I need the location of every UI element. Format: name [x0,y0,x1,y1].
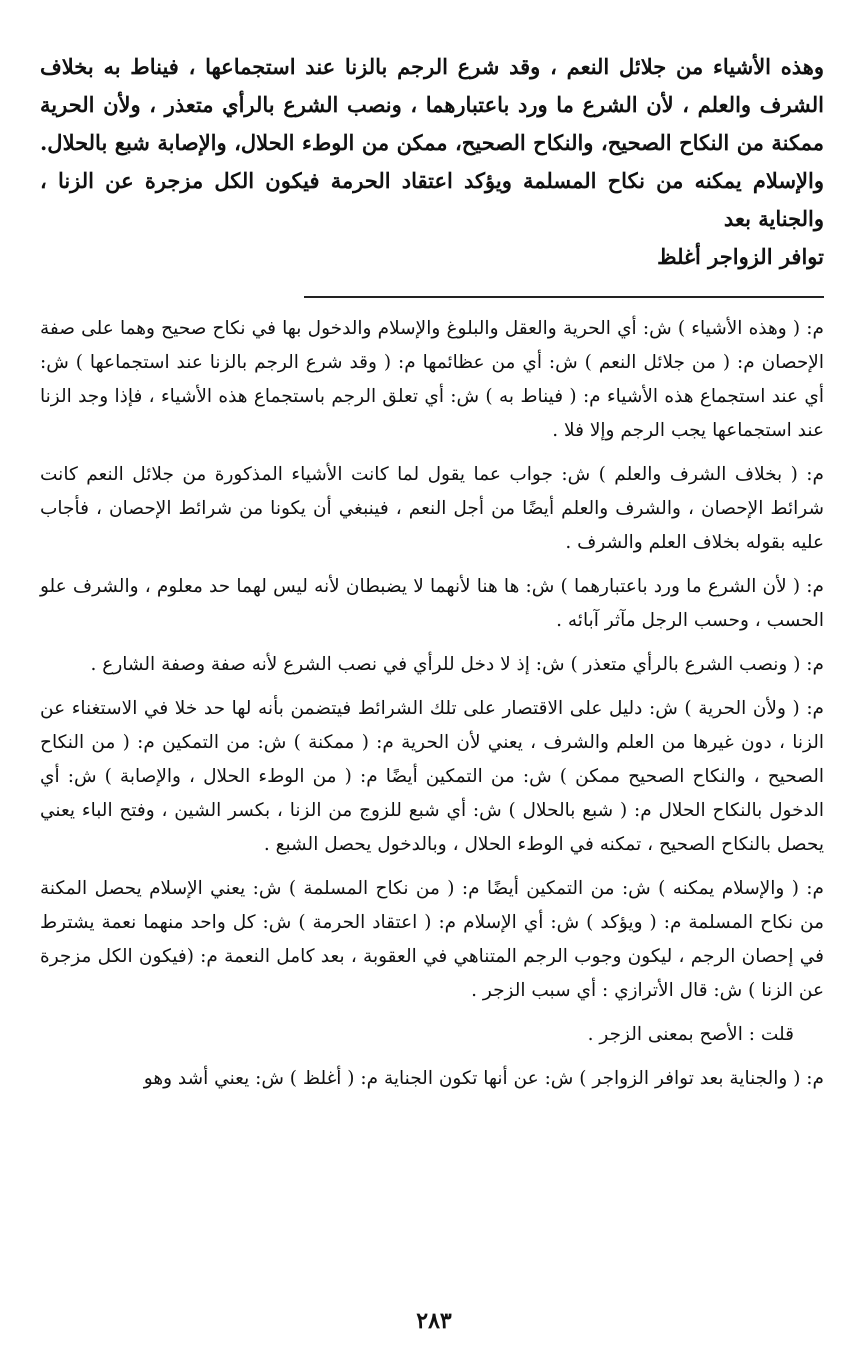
separator-rule [304,296,824,298]
commentary-paragraph-8: م: ( والجناية بعد توافر الزواجر ) ش: عن أنها تكون الجناية م: ( أغلظ ) ش: يعني أشد وهو [143,1068,824,1089]
matn-text [40,48,824,276]
commentary [40,312,824,1096]
commentary-paragraph-3: م: ( لأن الشرع ما ورد باعتبارهما ) ش: ها هنا لأنهما لا يضبطان لأنه ليس لهما حد معلوم ، والشرف علو الحسب ، وحسب الرجل مآثر آبائه . [40,576,824,631]
commentary-paragraph-6: م: ( والإسلام يمكنه ) ش: من التمكين أيضًا م: ( من نكاح المسلمة ) ش: يعني الإسلام يحصل المكنة من نكاح المسلمة م: ( ويؤكد ) ش: أي الإسلام م: ( اعتقاد الحرمة ) ش: كل واحد منهما نعمة يشترط في إحصان الرجم ، ليكون وجوب الرجم المتناهي في العقوبة ، بعد كامل النعمة م: (فيكون الكل مزجرة عن الزنا ) ش: قال الأترازي : أي سبب الزجر . [40,878,824,1001]
commentary-paragraph-5: م: ( ولأن الحرية ) ش: دليل على الاقتصار على تلك الشرائط فيتضمن بأنه لها حد خلا في الاستغناء عن الزنا ، دون غيرها من العلم والشرف ، يعني لأن الحرية م: ( ممكنة ) ش: من التمكين م: ( من النكاح الصحيح ، والنكاح الصحيح ممكن ) ش: من التمكين أيضًا م: ( من الوطء الحلال ، والإصابة ) ش: أي الدخول بالنكاح الحلال م: ( شبع بالحلال ) ش: أي شبع للزوج من الزنا ، بكسر الشين ، وفتح الباء يعني يحصل بالنكاح الصحيح ، تمكنه في الوطء الحلال ، وبالدخول يحصل الشبع . [40,698,824,855]
matn-paragraph: وهذه الأشياء من جلائل النعم ، وقد شرع الرجم بالزنا عند استجماعها ، فيناط به بخلاف الشرف والعلم ، لأن الشرع ما ورد باعتبارهما ، ونصب الشرع بالرأي متعذر ، ولأن الحرية ممكنة من النكاح الصحيح، والنكاح الصحيح، ممكن من الوطء الحلال، والإصابة شبع بالحلال. والإسلام يمكنه من نكاح المسلمة ويؤكد اعتقاد الحرمة فيكون الكل مزجرة عن الزنا ، والجناية بعد [40,54,824,231]
page-body [40,48,824,1106]
page-number: ٢٨٣ [416,1308,452,1334]
matn-last-line: توافر الزواجر أغلظ [657,244,824,269]
commentary-paragraph-4: م: ( ونصب الشرع بالرأي متعذر ) ش: إذ لا دخل للرأي في نصب الشرع لأنه صفة وصفة الشارع . [90,654,824,675]
commentary-paragraph-2: م: ( بخلاف الشرف والعلم ) ش: جواب عما يقول لما كانت الأشياء المذكورة من جلائل النعم كانت شرائط الإحصان ، والشرف والعلم أيضًا من أجل النعم ، فينبغي أن يكونا من شرائط الإحصان ، فأجاب عليه بقوله بخلاف العلم والشرف . [40,464,824,553]
commentary-paragraph-1: م: ( وهذه الأشياء ) ش: أي الحرية والعقل والبلوغ والإسلام والدخول بها في نكاح صحيح وهما على صفة الإحصان م: ( من جلائل النعم ) ش: أي من عظائمها م: ( وقد شرع الرجم بالزنا عند استجماعها ) ش: أي عند استجماع هذه الأشياء م: ( فيناط به ) ش: أي تعلق الرجم باستجماع هذه الأشياء ، فإذا وجد الزنا عند استجماعها يجب الرجم وإلا فلا . [40,318,824,441]
commentary-paragraph-7: قلت : الأصح بمعنى الزجر . [587,1024,794,1045]
